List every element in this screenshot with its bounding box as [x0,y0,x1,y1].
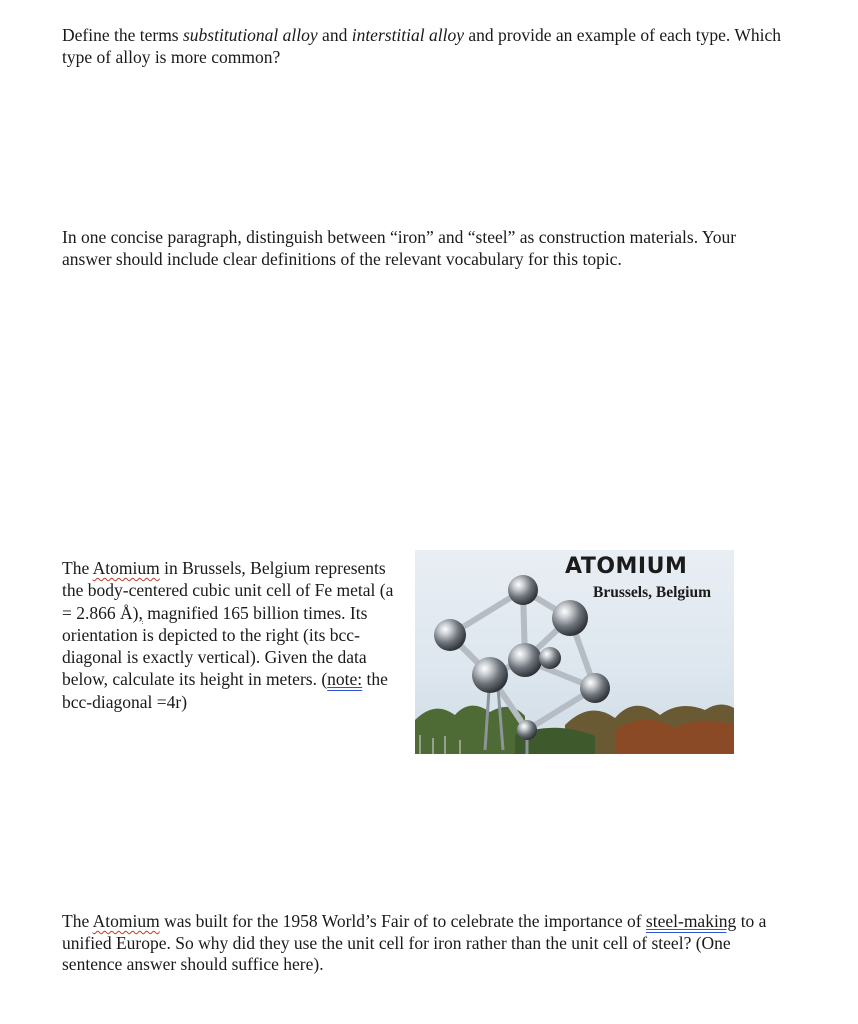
question-4: The Atomium was built for the 1958 World’s Fair of to celebrate the importance of steel-making to a unified Europe. So why did they use the unit cell for iron rather than the unit cell of steel? (One sentence answer should suffice here). [62,911,767,974]
photo-title: ATOMIUM [565,554,688,579]
photo-subtitle: Brussels, Belgium [593,584,711,601]
question-3: The Atomium in Brussels, Belgium represents the body-centered cubic unit cell of Fe metal (a = 2.866 Å), magnified 165 billion times. Its orientation is depicted to the right (its bcc-diagonal is exactly vertical). Given the data below, calculate its height in meters. (note: the bcc-diagonal =4r) [62,558,394,712]
term-interstitial-alloy: interstitial alloy [351,25,464,45]
atomium-photo [415,550,734,754]
spellcheck-word-atomium: Atomium [92,558,160,578]
spellcheck-word-atomium: Atomium [92,911,160,931]
atomium-illustration [415,550,734,754]
grammar-mark-comma: , [138,602,143,623]
grammar-mark-steel-making: steel-making [645,911,737,931]
question-1: Define the terms substitutional alloy and interstitial alloy and provide an example of each type. Which type of alloy is more common? [62,25,781,67]
term-substitutional-alloy: substitutional alloy [183,25,318,45]
question-2: In one concise paragraph, distinguish between “iron” and “steel” as construction materials. Your answer should include clear definitions of the relevant vocabulary for this topic. [62,227,737,269]
grammar-mark-note: note: [327,669,363,690]
